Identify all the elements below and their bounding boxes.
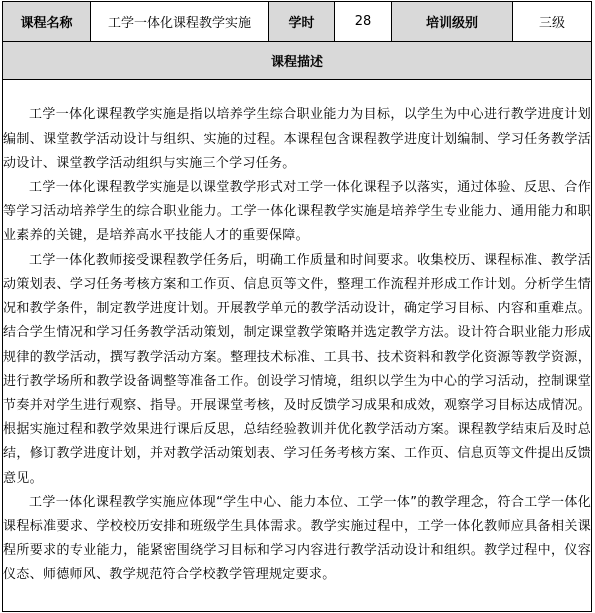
description-paragraph-1: 工学一体化课程教学实施是指以培养学生综合职业能力为目标，以学生为中心进行教学进度计划编制、课堂教学活动设计与组织、实施的过程。本课程包含课程教学进度计划编制、学习任务教学活动设计、课堂教学活动组织与实施三个学习任务。 (3, 107, 591, 171)
course-name-label: 课程名称 (3, 2, 91, 42)
description-body-row (3, 80, 592, 612)
description-paragraph-4: 工学一体化课程教学实施应体现“学生中心、能力本位、工学一体”的教学理念，符合工学一体化课程标准要求、学校校历安排和班级学生具体需求。教学实施过程中，工学一体化教师应具备相关课程所要求的专业能力，能紧密围绕学习目标和学习内容进行教学活动设计和组织。教学过程中，仪容仪态、师德师风、教学规范符合学校教学管理规定要求。 (3, 494, 591, 583)
description-paragraph-3: 工学一体化教师接受课程教学任务后，明确工作质量和时间要求。收集校历、课程标准、教学活动策划表、学习任务考核方案和工作页、信息页等文件，整理工作流程并形成工作计划。分析学生情况和教学条件，制定教学进度计划。开展教学单元的教学活动设计，确定学习目标、内容和重难点。结合学生情况和学习任务教学活动策划，制定课堂教学策略并选定教学方法。设计符合职业能力形成规律的教学活动，撰写教学活动方案。整理技术标准、工具书、技术资料和教学化资源等教学资源，进行教学场所和教学设备调整等准备工作。创设学习情境，组织以学生为中心的学习活动，控制课堂节奏并对学生进行观察、指导。开展课堂考核，及时反馈学习成果和成效，观察学习目标达成情况。根据实施过程和教学效果进行课后反思，总结经验教训并优化教学活动方案。课程教学结束后及时总结，修订教学进度计划，并对教学活动策划表、学习任务考核方案、工作页、信息页等文件提出反馈意见。 (3, 252, 591, 486)
description-paragraph-2: 工学一体化课程教学实施是以课堂教学形式对工学一体化课程予以落实，通过体验、反思、合作等学习活动培养学生的综合职业能力。工学一体化课程教学实施是培养学生专业能力、通用能力和职业素养的关键，是培养高水平技能人才的重要保障。 (3, 180, 591, 244)
course-name-value: 工学一体化课程教学实施 (91, 2, 269, 42)
hours-label: 学时 (269, 2, 335, 42)
hours-value: 28 (335, 2, 392, 42)
level-value: 三级 (513, 2, 592, 42)
course-info-table (2, 1, 592, 612)
course-header-row (3, 2, 592, 42)
description-body (3, 80, 592, 612)
level-label: 培训级别 (392, 2, 513, 42)
description-title: 课程描述 (3, 42, 592, 80)
description-title-row (3, 42, 592, 80)
